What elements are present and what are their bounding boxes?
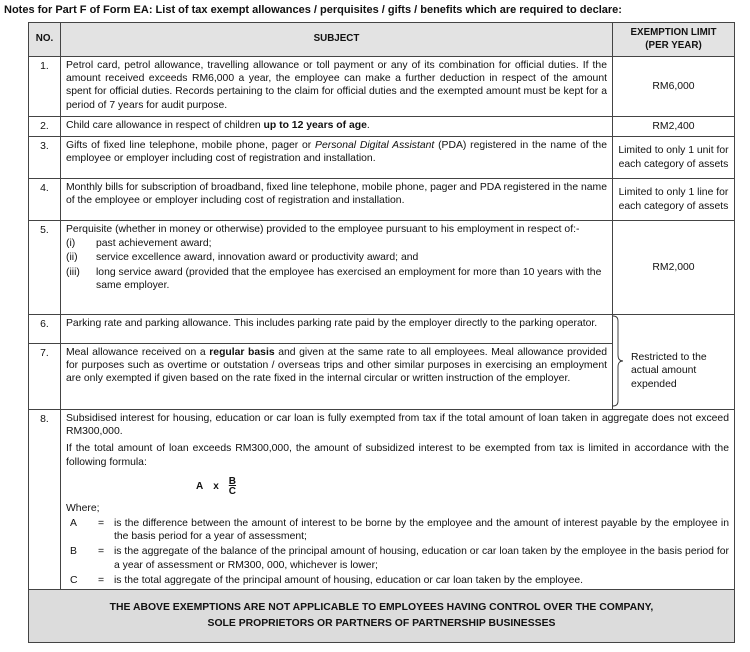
row-paragraph-1: Subsidised interest for housing, education or car loan is fully exempted from tax if the total amount of loan taken in aggregate does not exceed RM300,000. (66, 413, 729, 438)
row-subject (61, 344, 613, 410)
row-subject-bold: up to 12 years of age (263, 120, 367, 131)
definition-row (66, 574, 729, 587)
row-paragraph-2: If the total amount of loan exceeds RM300,000, the amount of subsidized interest to be exempted from tax is limited in accordance with the following formula: (66, 443, 729, 468)
row-subject-text-b: (PDA) registered in the name of the employee or employer including cost of registration and installation. (66, 140, 607, 165)
table-row (29, 179, 735, 221)
row-subject-italic: Personal Digital Assistant (315, 140, 435, 151)
definition-text: is the total aggregate of the principal amount of housing, education or car loan taken by the employee. (114, 574, 584, 586)
definition-row (66, 545, 729, 571)
formula-times: x (213, 480, 219, 492)
row-subject-text-b: and given at the same rate to all employees. Meal allowance provided for purposes such as overtime or outstation / overseas trips and other similar purposes in exercising an employment are only exempted if given based on the rate fixed in the internal circular or written instruction of the employer. (66, 347, 608, 385)
header-limit-line2: (PER YEAR) (645, 39, 702, 51)
list-item (66, 266, 607, 292)
formula-a: A (196, 480, 204, 492)
table-row (29, 315, 735, 344)
table-row (29, 410, 735, 590)
header-limit (613, 23, 735, 57)
definition-text: is the difference between the amount of interest to be borne by the employee and the amount of interest payable by the employee in the basis period for a year of assessment; (114, 518, 729, 543)
header-row (29, 23, 735, 57)
definition-eq: = (97, 518, 105, 530)
header-no: NO. (29, 23, 61, 57)
row-subject: Monthly bills for subscription of broadband, fixed line telephone, mobile phone, pager and PDA registered in the name of the employee or employer including cost of registration and installation. (61, 179, 613, 221)
brace-icon (611, 315, 623, 407)
table-row (29, 137, 735, 179)
list-item (66, 251, 607, 264)
list-item-text: service excellence award, innovation award or productivity award; and (96, 252, 419, 264)
row-limit: RM6,000 (613, 57, 735, 117)
definition-eq: = (97, 574, 105, 586)
page-heading: Notes for Part F of Form EA: List of tax exempt allowances / perquisites / gifts / benefits which are required to declare: (4, 4, 622, 16)
table-row (29, 57, 735, 117)
header-subject: SUBJECT (61, 23, 613, 57)
row-subject-intro: Perquisite (whether in money or otherwise) provided to the employee pursuant to his employment in respect of:- (66, 224, 580, 235)
formula (196, 477, 729, 498)
row-number: 7. (29, 344, 61, 410)
row-limit-merged (613, 315, 735, 410)
footer-line-2: SOLE PROPRIETORS OR PARTNERS OF PARTNERSHIP BUSINESSES (207, 617, 556, 629)
row-subject-text: Child care allowance in respect of children (66, 120, 264, 131)
row-number: 2. (29, 117, 61, 137)
row-number: 8. (29, 410, 61, 590)
row-number: 6. (29, 315, 61, 344)
row-number: 5. (29, 221, 61, 315)
row-subject-bold: regular basis (209, 347, 275, 358)
row-subject (61, 410, 735, 590)
list-item-text: long service award (provided that the employee has exercised an employment for more than 10 years with the same employer. (96, 266, 602, 291)
row-subject-text: Meal allowance received on a (66, 347, 210, 358)
row-number: 3. (29, 137, 61, 179)
formula-numerator: B (228, 475, 237, 487)
where-label: Where; (66, 502, 100, 514)
definition-text: is the aggregate of the balance of the principal amount of housing, education or car loan taken by the employee in the basis period for a year of assessment or RM300, 000, whichever is lower; (114, 546, 729, 571)
definition-var: C (70, 574, 78, 586)
row-limit: RM2,000 (613, 221, 735, 315)
row-subject (61, 137, 613, 179)
definition-var: A (70, 518, 77, 530)
row-subject (61, 221, 613, 315)
footer-line-1: THE ABOVE EXEMPTIONS ARE NOT APPLICABLE TO EMPLOYEES HAVING CONTROL OVER THE COMPANY, (109, 602, 654, 614)
exemption-table (28, 22, 735, 643)
row-subject-text: Gifts of fixed line telephone, mobile phone, pager or (66, 140, 316, 151)
definition-var: B (70, 546, 77, 558)
table-row (29, 117, 735, 137)
list-item-number: (i) (66, 238, 76, 250)
row-limit: Limited to only 1 line for each category of assets (613, 179, 735, 221)
list-item (66, 237, 607, 250)
row-number: 4. (29, 179, 61, 221)
list-item-number: (ii) (66, 252, 78, 264)
list-item-text: past achievement award; (96, 238, 212, 250)
list-item-number: (iii) (66, 266, 80, 278)
row-subject-end: . (366, 120, 370, 131)
definition-row (66, 517, 729, 543)
row-subject: Petrol card, petrol allowance, travelling allowance or toll payment or any of its combination for official duties. If the amount received exceeds RM6,000 a year, the employee can make a further deduction in respect of the amount spent for official duties. Records pertaining to the claim for official duties and the exempted amount must be kept for a period of 7 years for audit purpose. (61, 57, 613, 117)
row-subject: Parking rate and parking allowance. This includes parking rate paid by the employer directly to the parking operator. (61, 315, 613, 344)
row-limit: RM2,400 (613, 117, 735, 137)
row-subject (61, 117, 613, 137)
formula-denominator: C (228, 486, 237, 498)
footer-row (29, 590, 735, 643)
table-row (29, 221, 735, 315)
header-limit-line1: EXEMPTION LIMIT (630, 27, 717, 39)
restricted-text: Restricted to the actual amount expended (631, 352, 707, 390)
formula-fraction (229, 477, 236, 498)
definition-eq: = (97, 546, 105, 558)
footer-note (29, 590, 735, 643)
row-number: 1. (29, 57, 61, 117)
row-limit: Limited to only 1 unit for each category of assets (613, 137, 735, 179)
